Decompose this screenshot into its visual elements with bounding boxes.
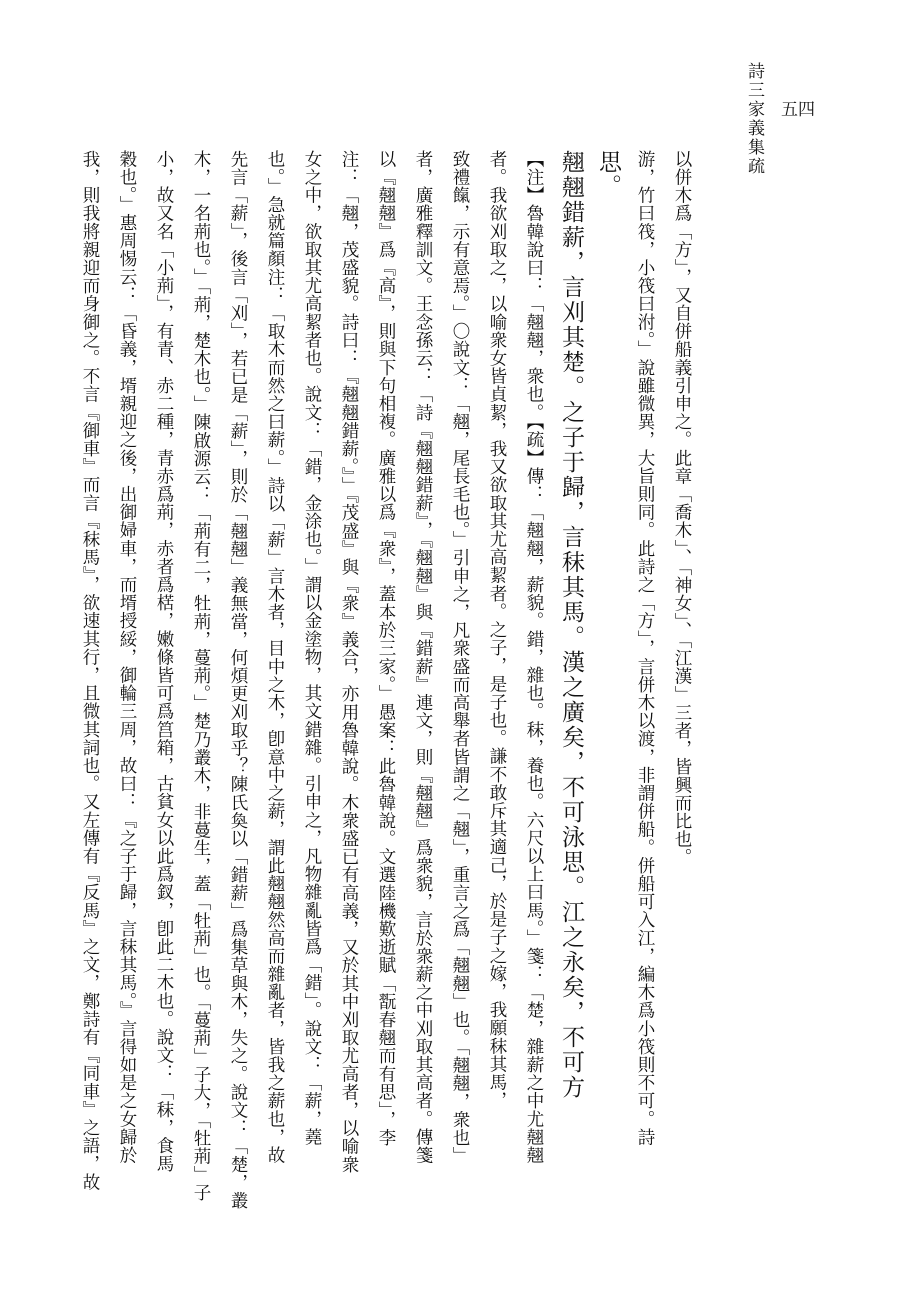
- text-column: 以『翹翹』爲『高』，則與下句相複。廣雅以爲『衆』，蓋本於三家。」愚案：此魯韓說。文選陸機歎逝賦「翫春翹而有思」，李: [376, 150, 396, 1147]
- page-number: 五四: [781, 100, 815, 120]
- text-column: 致禮餼，示有意焉。」〇說文：「翹，尾長毛也。」引申之，凡衆盛而高舉者皆謂之「翹」，重言之爲「翹翹」也。「翹翹，衆也」: [450, 150, 470, 1165]
- text-column: 以併木爲「方」，又自併船義引申之。此章「喬木」、「神女」、「江漢」三者，皆興而比也。: [672, 150, 692, 867]
- running-header-title: 詩三家義集疏: [744, 62, 764, 176]
- text-column: 【注】魯韓說曰：「翹翹，衆也。【疏】傳：「翹翹，薪貌。錯，雜也。秣，養也。六尺以上曰馬。」箋：「楚，雜薪之中尤翹翹: [524, 150, 544, 1165]
- text-column: 穀也。」惠周惕云：「昏義，壻親迎之後，出御婦車，而壻授綏，御輪三周，故曰：『之子于歸，言秣其馬。』言得如是之女歸於: [117, 150, 137, 1165]
- body-text: [80, 150, 700, 1210]
- text-column: 我，則我將親迎而身御之。不言『御車』而言『秣馬』，欲速其行，且微其詞也。又左傳有『反馬』之文，鄭詩有『同車』之語，故: [80, 150, 100, 1192]
- text-column: 游，竹曰筏，小筏曰泭。」說雖微異，大旨則同。此詩之「方」，言併木以渡，非謂併船。併船可入江，編木爲小筏則不可。詩: [635, 150, 655, 1147]
- text-column: 小，故又名「小荊」，有青、赤二種，青赤爲荊，赤者爲楛，嫩條皆可爲筥箱，古貧女以此爲釵，卽此二木也。說文：「秣，食馬: [154, 150, 174, 1173]
- text-column: 注：「翹，茂盛貌。詩曰：『翹翹錯薪。』」『茂盛』與『衆』義合，亦用魯韓說。木衆盛已有高義，又於其中刈取尤高者，以喻衆: [339, 150, 359, 1174]
- text-column: 也。」急就篇顏注：「取木而然之曰薪。」詩以「薪」言木者，目中之木，卽意中之薪，謂此翹翹然高而雜亂者，皆我之薪也，故: [265, 150, 285, 1165]
- text-column: 先言「薪」，後言「刈」，若已是「薪」，則於「翹翹」義無當，何煩更刈取乎？陳氏奐以「錯薪」爲集草與木，失之。說文：「楚，叢: [228, 150, 248, 1210]
- text-column: 思。: [595, 150, 621, 198]
- text-column: 木，一名荊也。」「荊，楚木也。」陳啟源云：「荊有二，牡荊，蔓荊。」楚乃叢木，非蔓生，蓋「牡荊」也。「蔓荊」子大，「牡荊」子: [191, 150, 211, 1202]
- text-column: 女之中，欲取其尤高絜者也。說文：「錯，金涂也。」謂以金塗物，其文錯雜。引申之，凡物雜亂皆爲「錯」。說文：「薪，蕘: [302, 150, 322, 1147]
- text-column: 者，廣雅釋訓文。王念孫云：「詩『翹翹錯薪』，『翹翹』與『錯薪』連文，則『翹翹』爲衆貌，言於衆薪之中刈取其高者。傳箋: [413, 150, 433, 1165]
- verse-column: 翹翹錯薪，言刈其楚。之子于歸，言秣其馬。漢之廣矣，不可泳思。江之永矣，不可方: [558, 150, 584, 1100]
- text-column: 者。我欲刈取之，以喻衆女皆貞絜，我又欲取其尤高絜者。之子，是子也。謙不敢斥其適己，於是子之嫁，我願秣其馬，: [487, 150, 507, 1110]
